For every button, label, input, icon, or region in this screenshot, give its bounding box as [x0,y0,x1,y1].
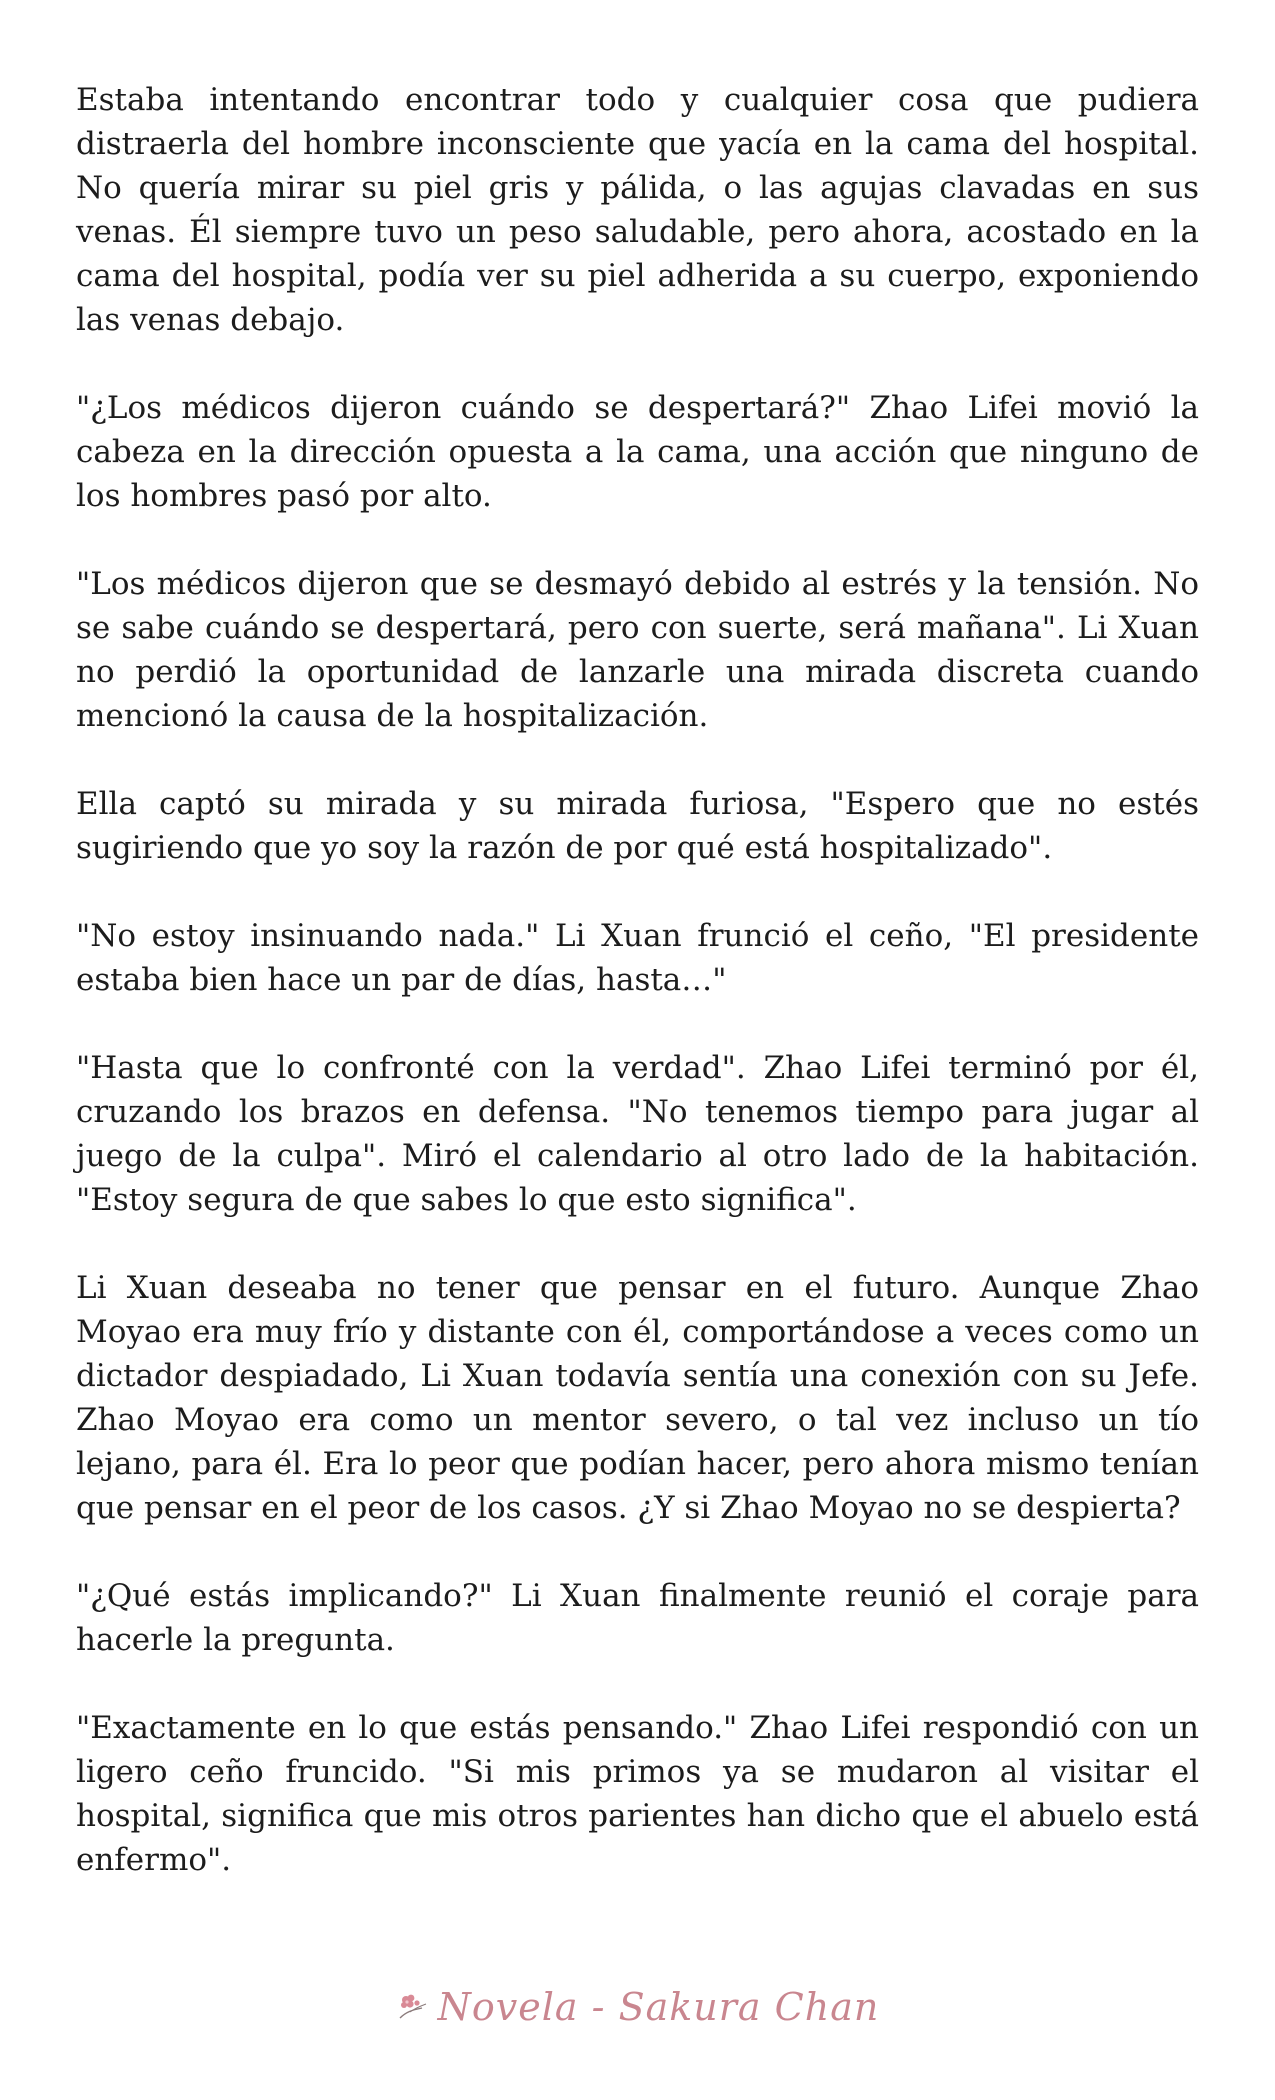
paragraph: "¿Los médicos dijeron cuándo se despertará?" Zhao Lifei movió la cabeza en la dirección opuesta a la cama, una acción que ninguno de los hombres pasó por alto. [76,390,1199,514]
footer-text: Novela - Sakura Chan [437,1985,880,2029]
paragraph: "Exactamente en lo que estás pensando." Zhao Lifei respondió con un ligero ceño fruncido. "Si mis primos ya se mudaron al visitar el hospital, significa que mis otros parientes han dicho que el abuelo está enfermo". [76,1710,1199,1878]
document-body [76,78,1199,1926]
paragraph: "Hasta que lo confronté con la verdad". Zhao Lifei terminó por él, cruzando los brazos en defensa. "No tenemos tiempo para jugar al juego de la culpa". Miró el calendario al otro lado de la habitación. "Estoy segura de que sabes lo que esto significa". [76,1050,1199,1218]
paragraph: "No estoy insinuando nada." Li Xuan frunció el ceño, "El presidente estaba bien hace un par de días, hasta…" [76,918,1199,998]
paragraph: Estaba intentando encontrar todo y cualquier cosa que pudiera distraerla del hombre inconsciente que yacía en la cama del hospital. No quería mirar su piel gris y pálida, o las agujas clavadas en sus venas. Él siempre tuvo un peso saludable, pero ahora, acostado en la cama del hospital, podía ver su piel adherida a su cuerpo, exponiendo las venas debajo. [76,82,1199,338]
paragraph: "¿Qué estás implicando?" Li Xuan finalmente reunió el coraje para hacerle la pregunta. [76,1578,1199,1658]
paragraph: "Los médicos dijeron que se desmayó debido al estrés y la tensión. No se sabe cuándo se despertará, pero con suerte, será mañana". Li Xuan no perdió la oportunidad de lanzarle una mirada discreta cuando mencionó la causa de la hospitalización. [76,566,1199,734]
footer-watermark [0,1982,1275,2032]
cherry-blossom-icon [396,1992,430,2022]
footer-brand [396,1985,880,2029]
paragraph: Li Xuan deseaba no tener que pensar en el futuro. Aunque Zhao Moyao era muy frío y distante con él, comportándose a veces como un dictador despiadado, Li Xuan todavía sentía una conexión con su Jefe. Zhao Moyao era como un mentor severo, o tal vez incluso un tío lejano, para él. Era lo peor que podían hacer, pero ahora mismo tenían que pensar en el peor de los casos. ¿Y si Zhao Moyao no se despierta? [76,1270,1199,1526]
paragraph: Ella captó su mirada y su mirada furiosa, "Espero que no estés sugiriendo que yo soy la razón de por qué está hospitalizado". [76,786,1199,866]
